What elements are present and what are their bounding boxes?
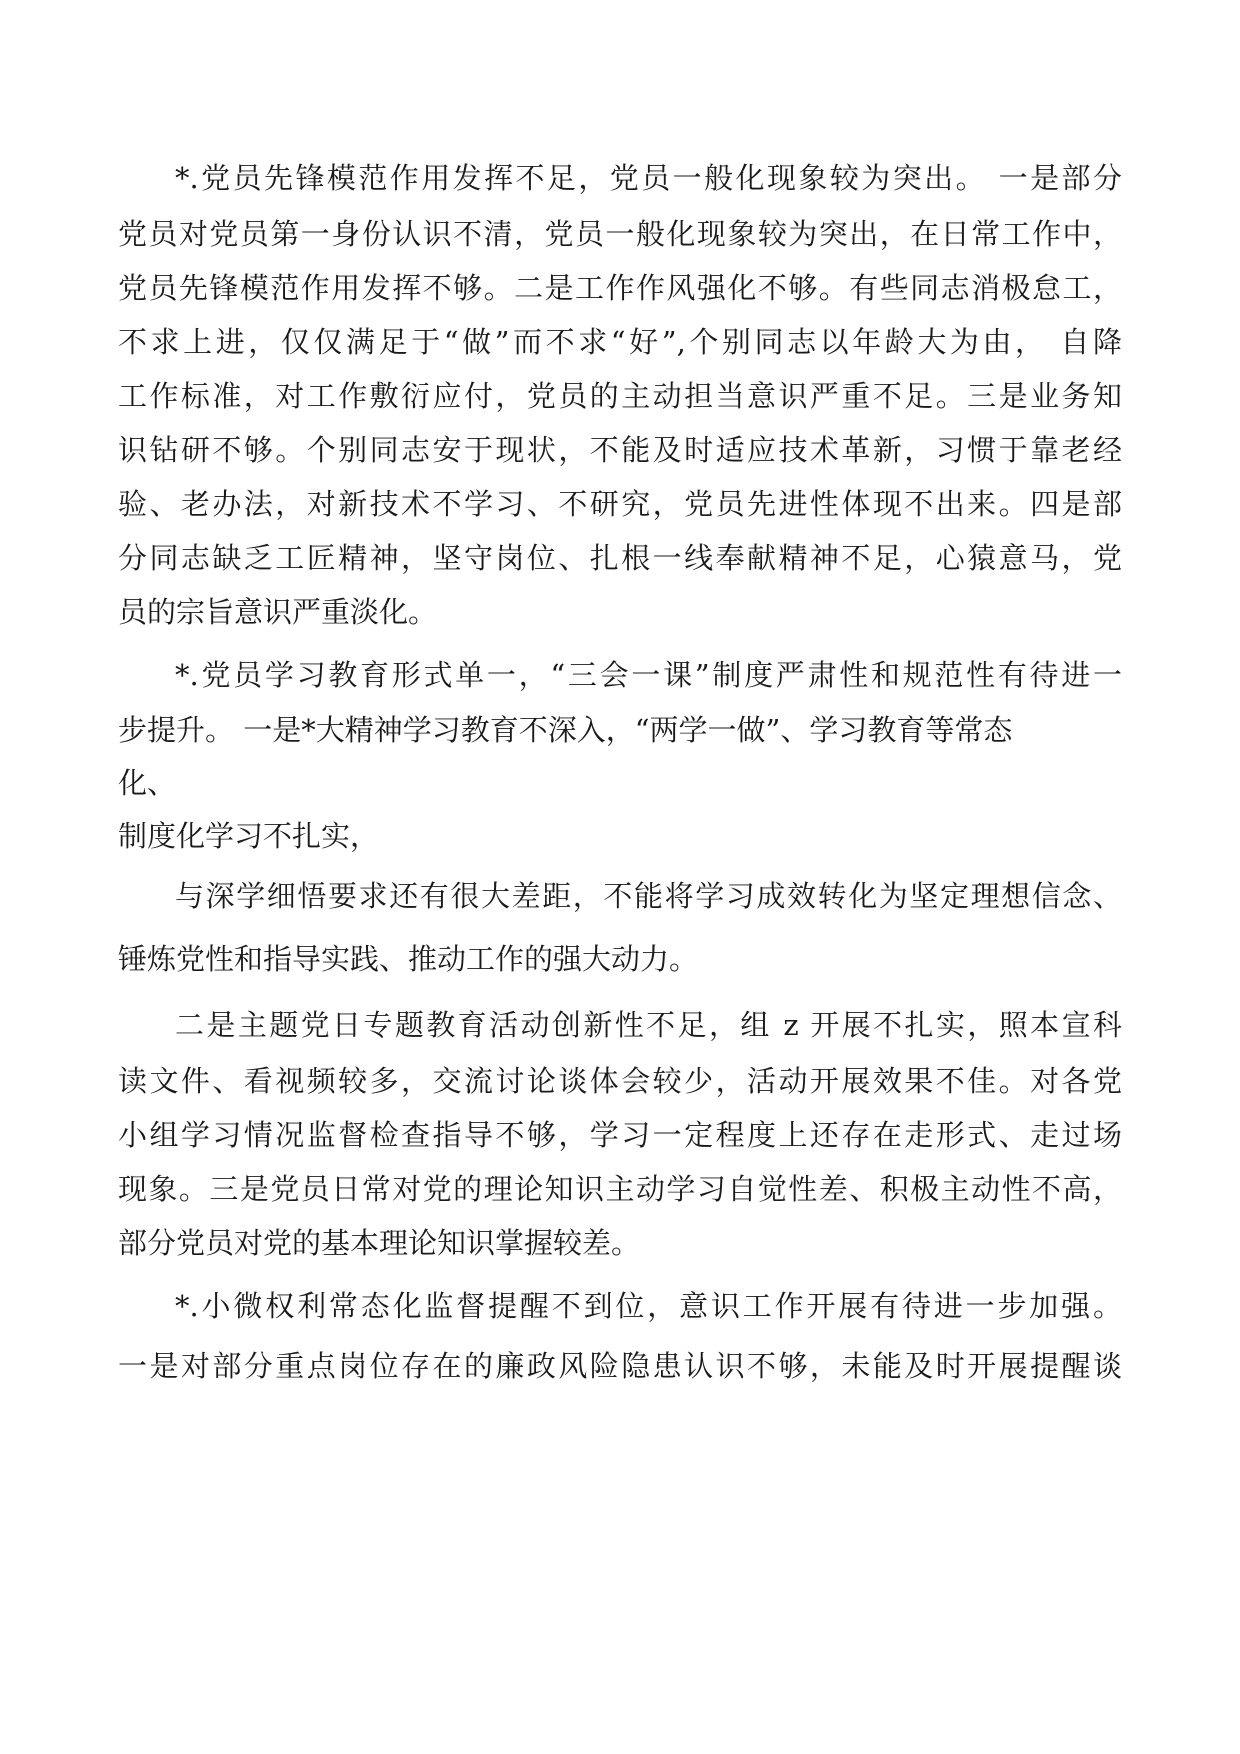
text-line: 党员对党员第一身份认识不清，党员一般化现象较为突出，在日常工作中， [118, 217, 1122, 251]
text-line: 识钻研不够。个别同志安于现状，不能及时适应技术革新，习惯于靠老经 [118, 433, 1122, 467]
text-line: 部分党员对党的基本理论知识掌握较差。 [118, 1226, 641, 1260]
text-line: 不求上进，仅仅满足于“做”而不求“好”,个别同志以年龄大为由， 自降 [118, 325, 1122, 359]
text-line: 小组学习情况监督检查指导不够，学习一定程度上还存在走形式、走过场 [118, 1118, 1122, 1152]
text-line: 化、 [118, 766, 177, 800]
text-line: 锤炼党性和指导实践、推动工作的强大动力。 [118, 942, 699, 976]
text-line: 读文件、看视频较多，交流讨论谈体会较少，活动开展效果不佳。对各党 [118, 1064, 1122, 1098]
text-line: *.党员学习教育形式单一，“三会一课”制度严肃性和规范性有待进一 [175, 658, 1122, 692]
text-line: 制度化学习不扎实， [118, 819, 380, 853]
text-line: 与深学细悟要求还有很大差距，不能将学习成效转化为坚定理想信念、 [175, 879, 1122, 913]
text-line: *.小微权利常态化监督提醒不到位，意识工作开展有待进一步加强。 [175, 1289, 1122, 1323]
text-line: 现象。三是党员日常对党的理论知识主动学习自觉性差、积极主动性不高， [118, 1172, 1122, 1206]
text-line: 工作标准，对工作敷衍应付，党员的主动担当意识严重不足。三是业务知 [118, 379, 1122, 413]
text-line: 验、老办法，对新技术不学习、不研究，党员先进性体现不出来。四是部 [118, 487, 1122, 521]
text-line: 党员先锋模范作用发挥不够。二是工作作风强化不够。有些同志消极怠工， [118, 271, 1122, 305]
text-line: *.党员先锋模范作用发挥不足，党员一般化现象较为突出。 一是部分 [175, 161, 1122, 195]
text-line: 二是主题党日专题教育活动创新性不足，组 z 开展不扎实，照本宣科 [175, 1008, 1122, 1042]
text-line: 员的宗旨意识严重淡化。 [118, 595, 438, 629]
text-line: 分同志缺乏工匠精神，坚守岗位、扎根一线奉献精神不足，心猿意马，党 [118, 541, 1122, 575]
text-line: 步提升。 一是*大精神学习教育不深入，“两学一做”、学习教育等常态 [118, 713, 1013, 747]
text-line: 一是对部分重点岗位存在的廉政风险隐患认识不够，未能及时开展提醒谈 [118, 1349, 1122, 1383]
